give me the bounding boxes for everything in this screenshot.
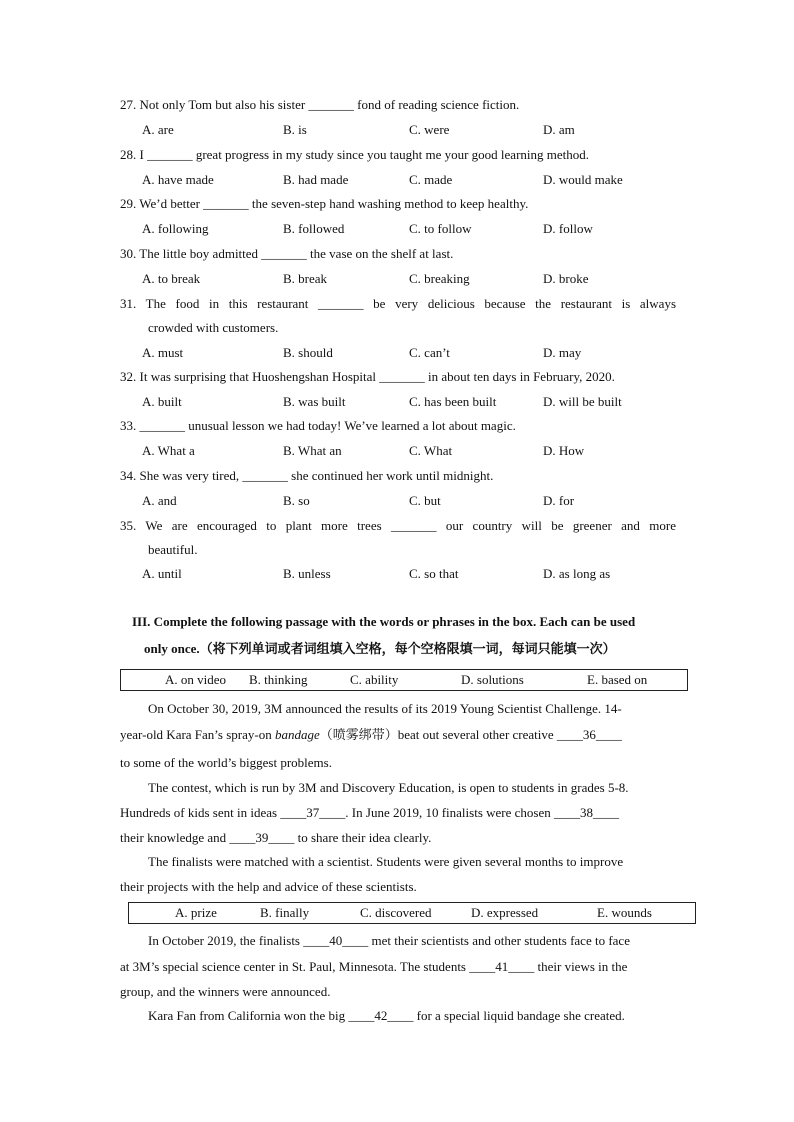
passage-p2-line1: The contest, which is run by 3M and Discovery Education, is open to students in grades 5-8. bbox=[148, 780, 629, 795]
option-b: B. is bbox=[283, 122, 307, 137]
option-b: B. should bbox=[283, 345, 333, 360]
option-c: C. What bbox=[409, 443, 453, 458]
passage-p5-line1: Kara Fan from California won the big ____42____ for a special liquid bandage she created. bbox=[148, 1008, 625, 1023]
question-number: 31. bbox=[120, 296, 137, 311]
word-option: D. solutions bbox=[461, 672, 524, 687]
question-number: 30. bbox=[120, 246, 137, 261]
option-a: A. What a bbox=[142, 443, 195, 458]
italic-word: bandage bbox=[274, 727, 320, 742]
passage-p4-line3: group, and the winners were announced. bbox=[120, 984, 331, 999]
text-run: year-old Kara Fan’s spray-on bbox=[120, 727, 275, 742]
passage-p1-line3: to some of the world’s biggest problems. bbox=[120, 755, 332, 770]
word-box-2 bbox=[128, 902, 696, 924]
option-b: B. had made bbox=[283, 172, 349, 187]
question-number: 29. bbox=[120, 196, 137, 211]
question-stem: Not only Tom but also his sister _______ fond of reading science fiction. bbox=[139, 97, 520, 112]
word-option: E. wounds bbox=[597, 905, 652, 920]
word-option: C. discovered bbox=[360, 905, 432, 920]
option-d: D. as long as bbox=[543, 566, 611, 581]
option-a: A. must bbox=[142, 345, 184, 360]
word-option: B. finally bbox=[260, 905, 310, 920]
question-stem: We are encouraged to plant more trees _______ our country will be greener and more bbox=[145, 518, 676, 533]
option-d: D. How bbox=[543, 443, 585, 458]
question-32 bbox=[120, 369, 615, 385]
option-b: B. break bbox=[283, 271, 328, 286]
option-d: D. follow bbox=[543, 221, 593, 236]
option-c: C. breaking bbox=[409, 271, 470, 286]
option-c: C. but bbox=[409, 493, 441, 508]
word-option: A. prize bbox=[175, 905, 217, 920]
option-b: B. unless bbox=[283, 566, 331, 581]
question-stem: It was surprising that Huoshengshan Hospital _______ in about ten days in February, 2020. bbox=[139, 369, 615, 384]
option-a: A. following bbox=[142, 221, 209, 236]
question-number: 27. bbox=[120, 97, 137, 112]
option-b: B. was built bbox=[283, 394, 346, 409]
option-d: D. may bbox=[543, 345, 582, 360]
passage-p1-line2 bbox=[120, 727, 622, 743]
option-c: C. to follow bbox=[409, 221, 472, 236]
option-d: D. for bbox=[543, 493, 575, 508]
question-33 bbox=[120, 418, 516, 434]
text-run: （喷雾绑带）beat out several other creative ____36____ bbox=[319, 727, 622, 742]
question-28 bbox=[120, 147, 589, 163]
option-a: A. have made bbox=[142, 172, 214, 187]
question-31 bbox=[120, 296, 676, 312]
word-option: D. expressed bbox=[471, 905, 539, 920]
passage-p4-line2: at 3M’s special science center in St. Paul, Minnesota. The students ____41____ their views in the bbox=[120, 959, 628, 974]
question-stem: The food in this restaurant _______ be very delicious because the restaurant is always bbox=[145, 296, 677, 311]
question-stem: We’d better _______ the seven-step hand washing method to keep healthy. bbox=[139, 196, 529, 211]
question-34 bbox=[120, 468, 493, 484]
passage-p1-line1: On October 30, 2019, 3M announced the results of its 2019 Young Scientist Challenge. 14- bbox=[148, 701, 622, 716]
question-number: 32. bbox=[120, 369, 137, 384]
option-a: A. until bbox=[142, 566, 182, 581]
question-stem: She was very tired, _______ she continued her work until midnight. bbox=[139, 468, 494, 483]
passage-p3-line1: The finalists were matched with a scientist. Students were given several months to improve bbox=[148, 854, 624, 869]
passage-p2-line2: Hundreds of kids sent in ideas ____37____. In June 2019, 10 finalists were chosen ____38____ bbox=[120, 805, 619, 820]
option-a: A. and bbox=[142, 493, 177, 508]
question-stem: I _______ great progress in my study since you taught me your good learning method. bbox=[139, 147, 590, 162]
question-stem: The little boy admitted _______ the vase on the shelf at last. bbox=[139, 246, 454, 261]
word-option: B. thinking bbox=[249, 672, 308, 687]
option-d: D. am bbox=[543, 122, 575, 137]
option-a: A. are bbox=[142, 122, 174, 137]
option-c: C. so that bbox=[409, 566, 459, 581]
option-d: D. would make bbox=[543, 172, 623, 187]
option-b: B. followed bbox=[283, 221, 345, 236]
option-d: D. will be built bbox=[543, 394, 622, 409]
option-d: D. broke bbox=[543, 271, 589, 286]
question-number: 35. bbox=[120, 518, 137, 533]
option-c: C. has been built bbox=[409, 394, 497, 409]
option-a: A. to break bbox=[142, 271, 201, 286]
option-a: A. built bbox=[142, 394, 182, 409]
question-number: 33. bbox=[120, 418, 137, 433]
option-c: C. were bbox=[409, 122, 450, 137]
question-number: 28. bbox=[120, 147, 137, 162]
section-heading-line2: only once.（将下列单词或者词组填入空格，每个空格限填一词，每词只能填一次） bbox=[144, 641, 616, 656]
question-35 bbox=[120, 518, 676, 534]
word-option: C. ability bbox=[350, 672, 399, 687]
question-29 bbox=[120, 196, 528, 212]
passage-p4-line1: In October 2019, the finalists ____40____ met their scientists and other students face to face bbox=[148, 933, 630, 948]
section-heading-line1: III. Complete the following passage with the words or phrases in the box. Each can be used bbox=[132, 614, 636, 629]
passage-p3-line2: their projects with the help and advice of these scientists. bbox=[120, 879, 417, 894]
question-35-continued: beautiful. bbox=[148, 542, 198, 557]
option-b: B. so bbox=[283, 493, 310, 508]
question-31-continued: crowded with customers. bbox=[148, 320, 279, 335]
question-stem: _______ unusual lesson we had today! We’ve learned a lot about magic. bbox=[139, 418, 516, 433]
option-b: B. What an bbox=[283, 443, 342, 458]
word-option: E. based on bbox=[587, 672, 648, 687]
option-c: C. made bbox=[409, 172, 453, 187]
word-option: A. on video bbox=[165, 672, 227, 687]
passage-p2-line3: their knowledge and ____39____ to share their idea clearly. bbox=[120, 830, 432, 845]
word-box-1 bbox=[120, 669, 688, 691]
question-27 bbox=[120, 97, 519, 113]
question-30 bbox=[120, 246, 453, 262]
option-c: C. can’t bbox=[409, 345, 450, 360]
question-number: 34. bbox=[120, 468, 137, 483]
